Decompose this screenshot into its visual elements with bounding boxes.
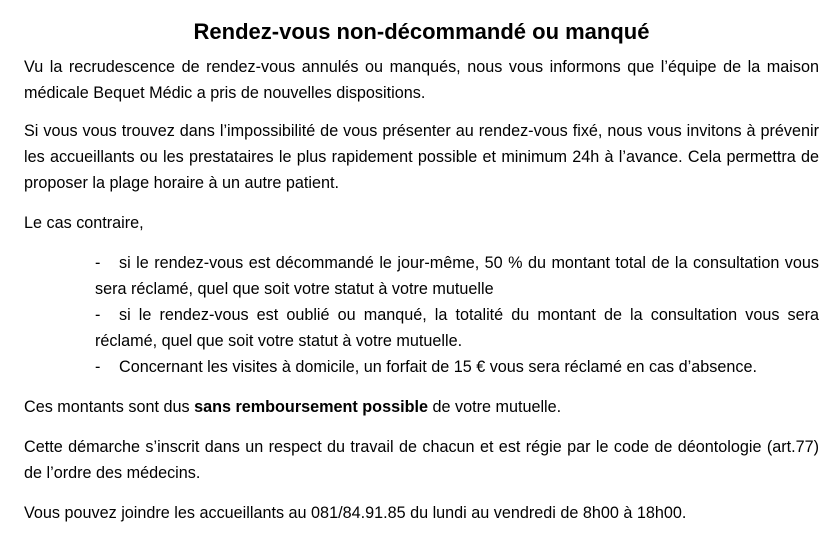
prevent-paragraph: Si vous vous trouvez dans l’impossibilité de vous présenter au rendez-vous fixé, nous vous invitons à prévenir les accueillants ou les prestataires le plus rapidement possible et minimum 24h à l’avance. Cela permettra de proposer la plage horaire à un autre patient.: [24, 121, 819, 192]
amounts-text-after: de votre mutuelle.: [427, 397, 562, 416]
intro-paragraph: Vu la recrudescence de rendez-vous annulés ou manqués, nous vous informons que l’équipe de la maison médicale Bequet Médic a pris de nouvelles dispositions.: [24, 57, 819, 102]
list-item-text: Concernant les visites à domicile, un forfait de 15 € vous sera réclamé en cas d’absence.: [119, 357, 757, 376]
ethics-paragraph: Cette démarche s’inscrit dans un respect du travail de chacun et est régie par le code de déontologie (art.77) de l’ordre des médecins.: [24, 437, 819, 482]
amounts-paragraph: [24, 394, 819, 420]
list-item: [95, 302, 819, 354]
amounts-text-before: Ces montants sont dus: [24, 397, 195, 416]
list-item: [95, 250, 819, 302]
amounts-bold-text: sans remboursement possible: [194, 397, 428, 416]
list-bullet: -: [95, 357, 101, 376]
list-item-text: si le rendez-vous est oublié ou manqué, la totalité du montant de la consultation vous sera réclamé, quel que soit votre statut à votre mutuelle.: [95, 305, 819, 350]
list-item: [95, 354, 819, 380]
contact-paragraph: Vous pouvez joindre les accueillants au 081/84.91.85 du lundi au vendredi de 8h00 à 18h00.: [24, 503, 687, 522]
list-bullet: -: [95, 305, 101, 324]
conditions-list: [24, 250, 819, 380]
document-title: Rendez-vous non-décommandé ou manqué: [193, 19, 650, 44]
list-item-text: si le rendez-vous est décommandé le jour-même, 50 % du montant total de la consultation vous sera réclamé, quel que soit votre statut à votre mutuelle: [95, 253, 819, 298]
list-bullet: -: [95, 253, 101, 272]
otherwise-paragraph: Le cas contraire,: [24, 213, 144, 232]
